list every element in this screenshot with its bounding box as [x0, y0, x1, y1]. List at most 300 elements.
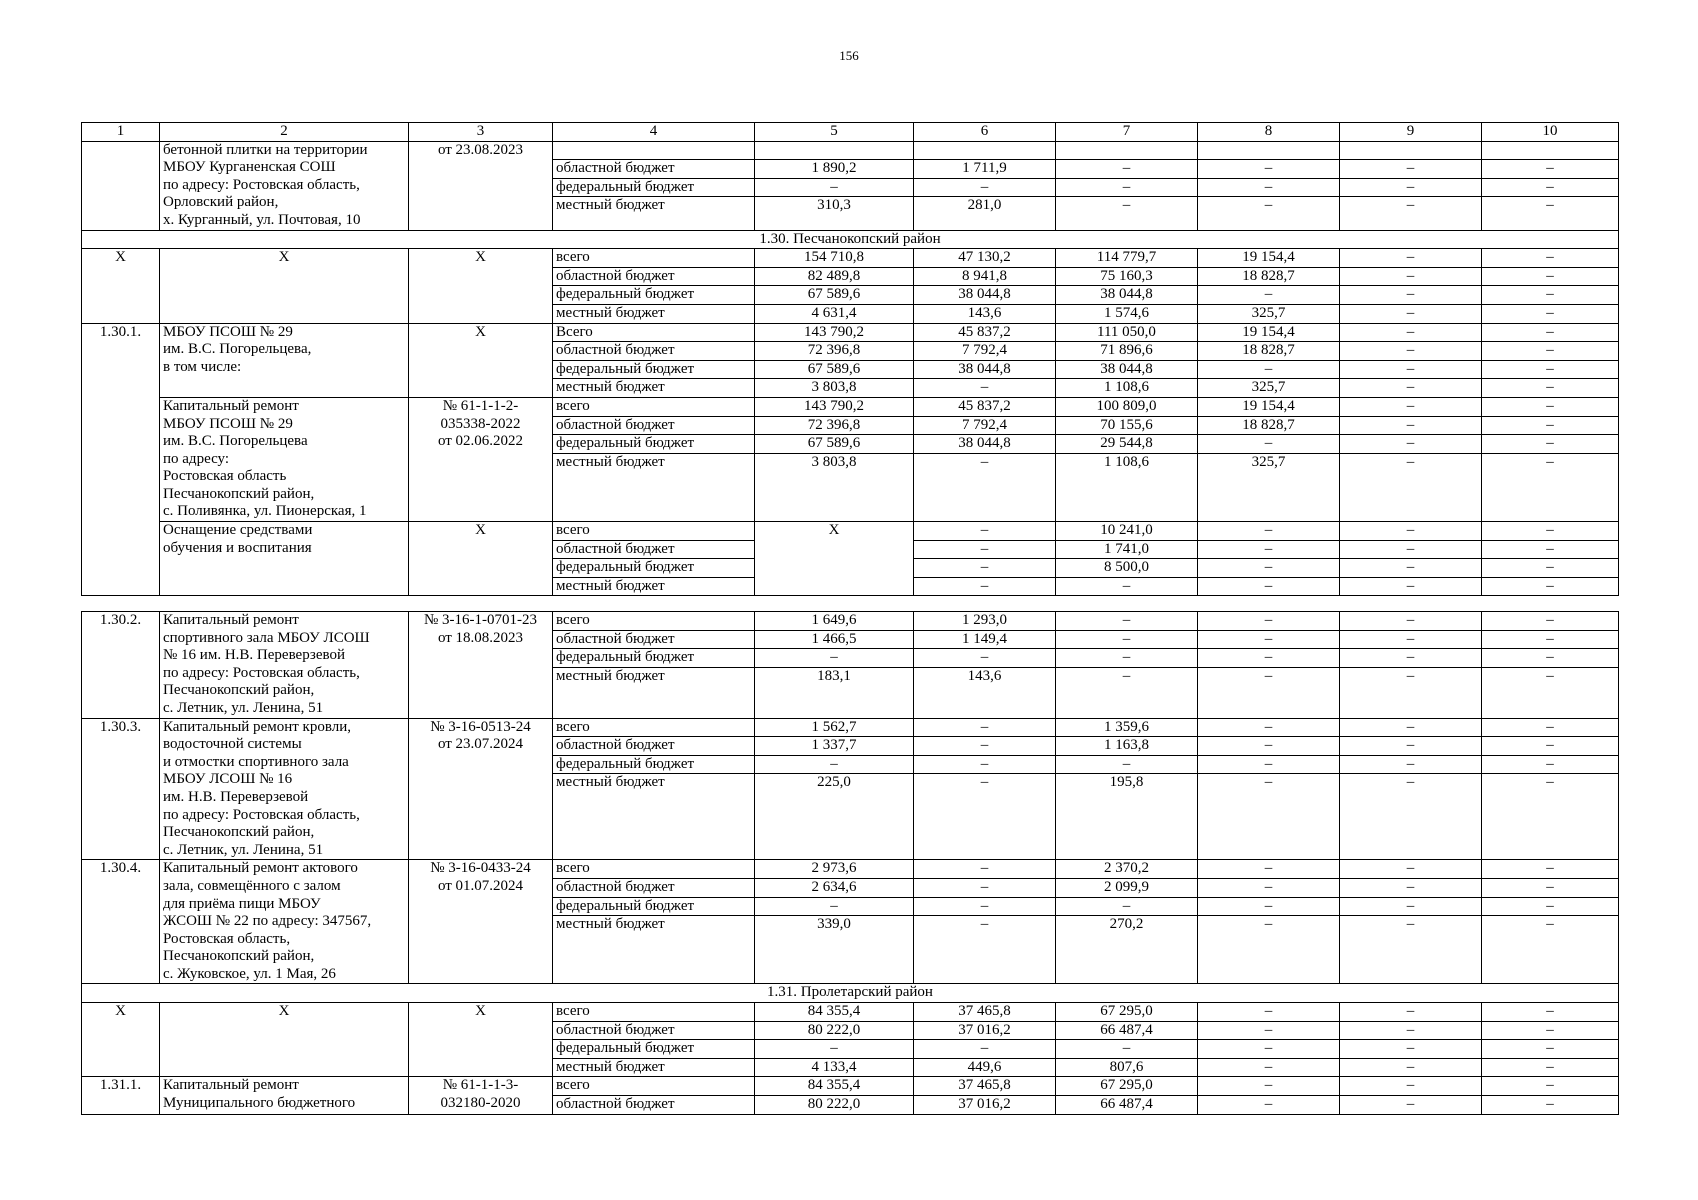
value-cell: 2 099,9	[1056, 878, 1198, 897]
value-cell: 67 589,6	[755, 435, 914, 454]
description-line: МБОУ Курганенская СОШ	[163, 159, 336, 176]
value-cell: 45 837,2	[914, 323, 1056, 342]
header-cell: 3	[409, 123, 553, 142]
value-cell: –	[1340, 267, 1482, 286]
value-cell: –	[1056, 197, 1198, 230]
funding-source-cell: областной бюджет	[553, 160, 755, 179]
value-cell: 67 295,0	[1056, 1003, 1198, 1022]
value-cell: –	[914, 559, 1056, 578]
value-cell: 38 044,8	[1056, 286, 1198, 305]
value-cell: 7 792,4	[914, 342, 1056, 361]
funding-source-cell: областной бюджет	[553, 1096, 755, 1115]
value-cell: 1 108,6	[1056, 379, 1198, 398]
description-line: Песчанокопский район,	[163, 948, 315, 965]
description-line: с. Летник, ул. Ленина, 51	[163, 841, 324, 858]
table-row	[82, 1003, 1619, 1022]
description-line: с. Жуковское, ул. 1 Мая, 26	[163, 965, 336, 982]
value-cell: –	[914, 718, 1056, 737]
funding-source-cell: федеральный бюджет	[553, 559, 755, 578]
value-cell: –	[1340, 540, 1482, 559]
value-cell: –	[1482, 197, 1619, 230]
value-cell: –	[1482, 1096, 1619, 1115]
value-cell: –	[755, 1040, 914, 1059]
value-cell: –	[1340, 1096, 1482, 1115]
value-cell: 84 355,4	[755, 1077, 914, 1096]
value-cell: –	[1482, 286, 1619, 305]
value-cell: –	[1198, 1058, 1340, 1077]
value-cell: –	[1340, 718, 1482, 737]
funding-source-cell: местный бюджет	[553, 667, 755, 718]
value-cell: –	[1482, 1003, 1619, 1022]
document-line: 032180-2020	[440, 1095, 521, 1112]
value-cell	[914, 141, 1056, 160]
budget-table	[81, 122, 1619, 596]
table-row	[82, 141, 1619, 160]
header-cell: 10	[1482, 123, 1619, 142]
value-cell: –	[1482, 1021, 1619, 1040]
value-cell: –	[1482, 360, 1619, 379]
value-cell: –	[1198, 667, 1340, 718]
value-cell: 4 631,4	[755, 304, 914, 323]
value-cell: 47 130,2	[914, 249, 1056, 268]
description-line: спортивного зала МБОУ ЛСОШ	[163, 629, 370, 646]
value-cell: –	[1340, 1040, 1482, 1059]
value-cell: –	[914, 755, 1056, 774]
value-cell: –	[1198, 1096, 1340, 1115]
value-cell: –	[1056, 897, 1198, 916]
value-cell: 114 779,7	[1056, 249, 1198, 268]
value-cell: –	[1482, 774, 1619, 860]
value-cell: –	[1198, 197, 1340, 230]
document-cell: Х	[409, 522, 553, 596]
value-cell: –	[1198, 860, 1340, 879]
value-cell: –	[1340, 160, 1482, 179]
value-cell: –	[1340, 860, 1482, 879]
value-cell: –	[1340, 360, 1482, 379]
document-line: от 23.07.2024	[437, 736, 524, 753]
value-cell: 154 710,8	[755, 249, 914, 268]
value-cell: –	[1482, 897, 1619, 916]
value-cell	[1482, 141, 1619, 160]
value-cell: –	[1056, 667, 1198, 718]
description-line: Песчанокопский район,	[163, 682, 315, 699]
value-cell: 3 803,8	[755, 453, 914, 521]
section-title: 1.30. Песчанокопский район	[82, 230, 1619, 249]
value-cell: –	[1340, 897, 1482, 916]
funding-source-cell: областной бюджет	[553, 267, 755, 286]
value-cell: 8 500,0	[1056, 559, 1198, 578]
value-cell: –	[1198, 1040, 1340, 1059]
value-cell: –	[914, 774, 1056, 860]
value-cell: –	[1482, 304, 1619, 323]
header-cell: 9	[1340, 123, 1482, 142]
value-cell: –	[914, 379, 1056, 398]
funding-source-cell: федеральный бюджет	[553, 897, 755, 916]
item-number-cell: 1.30.2.	[82, 612, 160, 719]
value-cell: 37 016,2	[914, 1096, 1056, 1115]
value-cell: –	[1198, 360, 1340, 379]
header-cell: 2	[160, 123, 409, 142]
description-line: Капитальный ремонт	[163, 397, 299, 414]
value-cell: –	[1198, 522, 1340, 541]
description-line: им. В.С. Погорельцева,	[163, 341, 312, 358]
value-cell: –	[914, 178, 1056, 197]
description-line: Капитальный ремонт актового	[163, 860, 358, 877]
document-line: № 3-16-1-0701-23	[423, 612, 538, 628]
value-cell: –	[1482, 916, 1619, 984]
item-number-cell: 1.30.4.	[82, 860, 160, 984]
funding-source-cell: областной бюджет	[553, 630, 755, 649]
value-cell: –	[1482, 323, 1619, 342]
value-cell: –	[1482, 667, 1619, 718]
value-cell: –	[1340, 1077, 1482, 1096]
value-cell: –	[1482, 416, 1619, 435]
value-cell: –	[914, 649, 1056, 668]
value-cell: 66 487,4	[1056, 1021, 1198, 1040]
value-cell: 270,2	[1056, 916, 1198, 984]
table-row	[82, 249, 1619, 268]
value-cell: –	[1482, 860, 1619, 879]
value-cell: 111 050,0	[1056, 323, 1198, 342]
item-description-cell: Х	[160, 249, 409, 323]
document-line: № 61-1-1-3-	[442, 1077, 519, 1094]
value-cell: 19 154,4	[1198, 323, 1340, 342]
value-cell: –	[1198, 774, 1340, 860]
item-description-cell	[160, 323, 409, 397]
header-cell: 6	[914, 123, 1056, 142]
item-description-cell	[160, 1077, 409, 1114]
value-cell: 1 574,6	[1056, 304, 1198, 323]
value-cell: –	[1198, 612, 1340, 631]
value-cell: 1 337,7	[755, 737, 914, 756]
value-cell: 7 792,4	[914, 416, 1056, 435]
value-cell: –	[1482, 878, 1619, 897]
funding-source-cell: всего	[553, 860, 755, 879]
value-cell: –	[1482, 342, 1619, 361]
description-line: и отмостки спортивного зала	[163, 753, 349, 770]
value-cell: 1 149,4	[914, 630, 1056, 649]
value-cell: –	[1198, 718, 1340, 737]
item-number-cell: Х	[82, 1003, 160, 1077]
value-cell: –	[1056, 612, 1198, 631]
value-cell: –	[1340, 577, 1482, 596]
value-cell: –	[1340, 197, 1482, 230]
funding-source-cell: местный бюджет	[553, 774, 755, 860]
section-row	[82, 230, 1619, 249]
funding-source-cell: местный бюджет	[553, 916, 755, 984]
value-cell: –	[1198, 540, 1340, 559]
value-cell: 67 589,6	[755, 360, 914, 379]
value-cell: –	[914, 577, 1056, 596]
value-cell: 37 465,8	[914, 1003, 1056, 1022]
value-cell: 195,8	[1056, 774, 1198, 860]
value-cell: 18 828,7	[1198, 416, 1340, 435]
funding-source-cell: областной бюджет	[553, 540, 755, 559]
funding-source-cell: областной бюджет	[553, 1021, 755, 1040]
value-cell: 70 155,6	[1056, 416, 1198, 435]
document-line: от 18.08.2023	[437, 629, 524, 646]
funding-source-cell: федеральный бюджет	[553, 360, 755, 379]
description-line: им. Н.В. Переверзевой	[163, 788, 309, 805]
funding-source-cell: Всего	[553, 323, 755, 342]
value-cell: –	[1056, 630, 1198, 649]
value-cell: –	[1198, 1003, 1340, 1022]
funding-source-cell: местный бюджет	[553, 197, 755, 230]
table-row	[82, 718, 1619, 737]
funding-source-cell: областной бюджет	[553, 878, 755, 897]
value-cell: 10 241,0	[1056, 522, 1198, 541]
value-cell: 84 355,4	[755, 1003, 914, 1022]
value-cell: –	[1056, 577, 1198, 596]
value-cell: 449,6	[914, 1058, 1056, 1077]
value-cell: –	[1340, 397, 1482, 416]
document-line: № 3-16-0513-24	[430, 718, 531, 735]
value-cell: 8 941,8	[914, 267, 1056, 286]
budget-table-continued	[81, 611, 1619, 1115]
value-cell: –	[755, 897, 914, 916]
value-cell: –	[1056, 1040, 1198, 1059]
value-cell: –	[1198, 1021, 1340, 1040]
description-line: по адресу: Ростовская область,	[163, 664, 360, 681]
value-cell: –	[1198, 286, 1340, 305]
description-line: Ростовская область,	[163, 930, 291, 947]
description-line: № 16 им. Н.В. Переверзевой	[163, 647, 345, 664]
description-line: Капитальный ремонт	[163, 1077, 299, 1094]
item-number-cell: 1.30.1.	[82, 323, 160, 596]
value-cell: 225,0	[755, 774, 914, 860]
value-cell: –	[1056, 160, 1198, 179]
funding-source-cell: федеральный бюджет	[553, 1040, 755, 1059]
page-number: 156	[839, 48, 859, 63]
value-cell: –	[1198, 435, 1340, 454]
value-cell: –	[1198, 878, 1340, 897]
value-cell: –	[1340, 1003, 1482, 1022]
value-cell: –	[914, 540, 1056, 559]
value-cell: –	[1340, 379, 1482, 398]
item-number-cell: Х	[82, 249, 160, 323]
table-row	[82, 860, 1619, 879]
value-cell: –	[914, 878, 1056, 897]
value-cell: 1 741,0	[1056, 540, 1198, 559]
table-row	[82, 323, 1619, 342]
description-line: для приёма пищи МБОУ	[163, 895, 321, 912]
value-cell: –	[1340, 249, 1482, 268]
value-cell: –	[1198, 1077, 1340, 1096]
value-cell: 325,7	[1198, 304, 1340, 323]
value-cell: 143 790,2	[755, 323, 914, 342]
value-cell: –	[1056, 755, 1198, 774]
value-cell: 1 649,6	[755, 612, 914, 631]
value-cell: 1 711,9	[914, 160, 1056, 179]
value-cell: 281,0	[914, 197, 1056, 230]
value-cell: –	[1482, 737, 1619, 756]
funding-source-cell: местный бюджет	[553, 379, 755, 398]
value-cell: 143 790,2	[755, 397, 914, 416]
value-cell: 38 044,8	[914, 360, 1056, 379]
description-line: МБОУ ПСОШ № 29	[163, 323, 293, 340]
description-line: МБОУ ЛСОШ № 16	[163, 771, 293, 788]
item-number-cell: 1.30.3.	[82, 718, 160, 860]
value-cell: 1 890,2	[755, 160, 914, 179]
description-line: Муниципального бюджетного	[163, 1095, 356, 1112]
funding-source-cell: всего	[553, 522, 755, 541]
value-cell: –	[1482, 718, 1619, 737]
header-cell: 1	[82, 123, 160, 142]
value-cell: –	[1340, 178, 1482, 197]
value-cell: 38 044,8	[914, 435, 1056, 454]
document-cell: Х	[409, 323, 553, 397]
value-cell: –	[1340, 878, 1482, 897]
value-cell: 2 634,6	[755, 878, 914, 897]
document-line: 035338-2022	[440, 415, 521, 432]
value-cell: –	[914, 860, 1056, 879]
value-cell: –	[1198, 630, 1340, 649]
value-cell: 18 828,7	[1198, 342, 1340, 361]
description-line: с. Летник, ул. Ленина, 51	[163, 699, 324, 716]
description-line: водосточной системы	[163, 736, 302, 753]
value-cell: 3 803,8	[755, 379, 914, 398]
value-cell: –	[1482, 435, 1619, 454]
value-cell: –	[1482, 249, 1619, 268]
funding-source-cell: местный бюджет	[553, 577, 755, 596]
funding-source-cell: всего	[553, 612, 755, 631]
value-cell: –	[1340, 304, 1482, 323]
value-cell	[755, 141, 914, 160]
description-line: МБОУ ПСОШ № 29	[163, 415, 293, 432]
value-cell: 183,1	[755, 667, 914, 718]
description-line: им. В.С. Погорельцева	[163, 433, 308, 450]
item-description-cell	[160, 612, 409, 719]
value-cell: 29 544,8	[1056, 435, 1198, 454]
item-description-cell	[160, 522, 409, 596]
document-line: от 23.08.2023	[437, 141, 524, 158]
value-cell: 75 160,3	[1056, 267, 1198, 286]
description-line: по адресу:	[163, 450, 230, 467]
value-cell: –	[1482, 755, 1619, 774]
item-number-cell	[82, 141, 160, 230]
table-row	[82, 612, 1619, 631]
description-line: по адресу: Ростовская область,	[163, 176, 360, 193]
funding-source-cell: всего	[553, 249, 755, 268]
value-cell: –	[914, 737, 1056, 756]
value-cell: 72 396,8	[755, 342, 914, 361]
value-cell: 4 133,4	[755, 1058, 914, 1077]
description-line: Орловский район,	[163, 194, 279, 211]
description-line: Оснащение средствами	[163, 522, 313, 539]
document-cell: Х	[409, 249, 553, 323]
table-row	[82, 1077, 1619, 1096]
header-cell: 5	[755, 123, 914, 142]
value-cell: 1 359,6	[1056, 718, 1198, 737]
value-cell: –	[1340, 1058, 1482, 1077]
value-cell: –	[1482, 178, 1619, 197]
value-cell: 80 222,0	[755, 1096, 914, 1115]
value-cell: 45 837,2	[914, 397, 1056, 416]
funding-source-cell: областной бюджет	[553, 737, 755, 756]
description-line: обучения и воспитания	[163, 539, 312, 556]
item-description-cell	[160, 860, 409, 984]
document-line: от 02.06.2022	[437, 433, 524, 450]
funding-source-cell: всего	[553, 1077, 755, 1096]
value-cell: –	[1482, 160, 1619, 179]
item-number-cell: 1.31.1.	[82, 1077, 160, 1114]
value-cell: –	[1340, 559, 1482, 578]
value-cell: 1 108,6	[1056, 453, 1198, 521]
value-cell: –	[1198, 897, 1340, 916]
description-line: Капитальный ремонт кровли,	[163, 718, 351, 735]
value-cell: –	[1482, 612, 1619, 631]
item-description-cell: Х	[160, 1003, 409, 1077]
value-cell: –	[1198, 649, 1340, 668]
item-description-cell	[160, 397, 409, 521]
funding-source-cell: всего	[553, 718, 755, 737]
value-cell: 18 828,7	[1198, 267, 1340, 286]
value-cell: 1 293,0	[914, 612, 1056, 631]
funding-source-cell: местный бюджет	[553, 453, 755, 521]
value-cell: Х	[755, 522, 914, 596]
value-cell: 325,7	[1198, 453, 1340, 521]
value-cell: –	[1482, 1058, 1619, 1077]
value-cell: –	[1482, 559, 1619, 578]
value-cell: –	[1340, 774, 1482, 860]
funding-source-cell: всего	[553, 1003, 755, 1022]
header-cell: 7	[1056, 123, 1198, 142]
value-cell: –	[1056, 178, 1198, 197]
funding-source-cell: областной бюджет	[553, 342, 755, 361]
value-cell: 339,0	[755, 916, 914, 984]
value-cell: –	[1340, 667, 1482, 718]
value-cell: –	[1340, 323, 1482, 342]
document-cell	[409, 141, 553, 230]
funding-source-cell: областной бюджет	[553, 416, 755, 435]
value-cell	[1056, 141, 1198, 160]
description-line: Песчанокопский район,	[163, 824, 315, 841]
funding-source-cell: местный бюджет	[553, 304, 755, 323]
document-cell	[409, 860, 553, 984]
value-cell: –	[1056, 649, 1198, 668]
value-cell: 37 465,8	[914, 1077, 1056, 1096]
value-cell: 143,6	[914, 304, 1056, 323]
value-cell: –	[1198, 559, 1340, 578]
value-cell: –	[1482, 453, 1619, 521]
value-cell: –	[1340, 649, 1482, 668]
description-line: в том числе:	[163, 358, 242, 375]
table-row	[82, 522, 1619, 541]
value-cell: 66 487,4	[1056, 1096, 1198, 1115]
document-cell	[409, 1077, 553, 1114]
funding-source-cell: федеральный бюджет	[553, 286, 755, 305]
value-cell: –	[1198, 755, 1340, 774]
value-cell: 100 809,0	[1056, 397, 1198, 416]
value-cell: 72 396,8	[755, 416, 914, 435]
value-cell: –	[1340, 916, 1482, 984]
item-description-cell	[160, 141, 409, 230]
value-cell: –	[1198, 737, 1340, 756]
funding-source-cell: федеральный бюджет	[553, 178, 755, 197]
description-line: зала, совмещённого с залом	[163, 877, 341, 894]
document-cell: Х	[409, 1003, 553, 1077]
header-cell: 8	[1198, 123, 1340, 142]
value-cell: –	[755, 649, 914, 668]
description-line: Капитальный ремонт	[163, 612, 299, 628]
value-cell: –	[1340, 435, 1482, 454]
value-cell: –	[1482, 540, 1619, 559]
value-cell: –	[1198, 916, 1340, 984]
description-line: с. Поливянка, ул. Пионерская, 1	[163, 503, 367, 520]
description-line: по адресу: Ростовская область,	[163, 806, 360, 823]
description-line: ЖСОШ № 22 по адресу: 347567,	[163, 913, 372, 930]
value-cell: –	[1198, 577, 1340, 596]
